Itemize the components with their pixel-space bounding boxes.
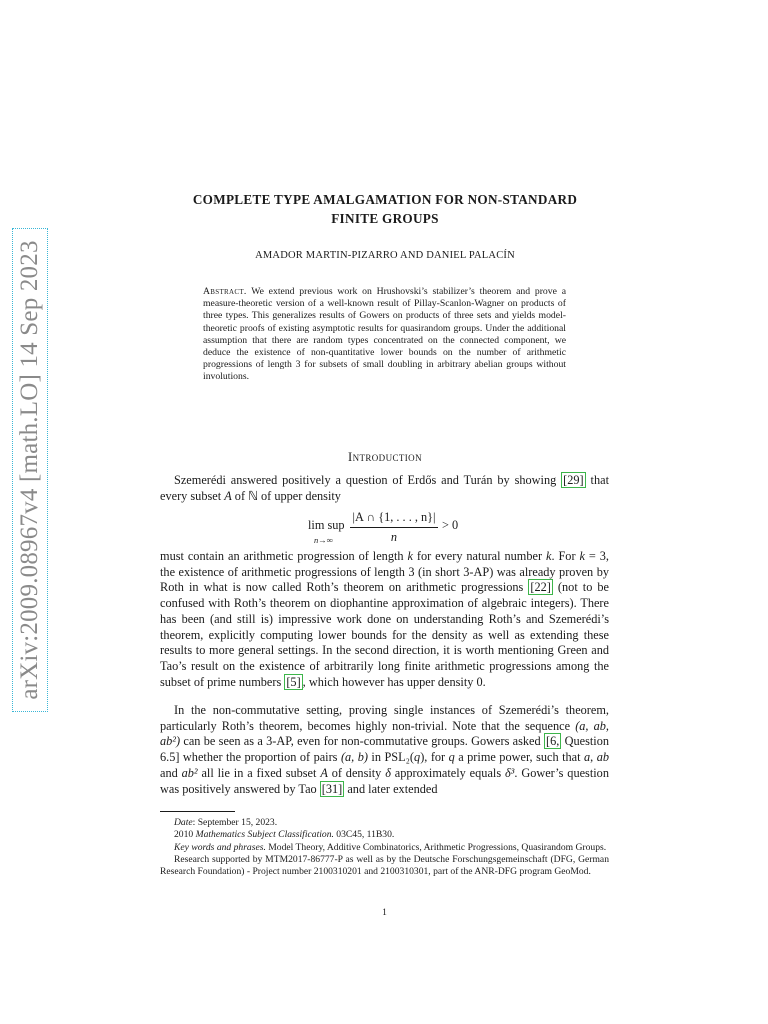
paragraph-2 xyxy=(160,549,609,690)
footnote-support: Research supported by MTM2017-86777-P as well as by the Deutsche Forschungsgemeinschaft (DFG, German Research Foundation) - Project number 2100310201 and 2100310301, part of the ANR-DFG program GeoMod. xyxy=(160,853,609,878)
text-run: and later extended xyxy=(344,781,438,796)
text-run: Mathematics Subject Classification. xyxy=(195,829,334,841)
authors: AMADOR MARTIN-PIZARRO AND DANIEL PALACÍN xyxy=(255,250,515,261)
text-run: (not to be confused with Roth’s theorem on diophantine approximation of algebraic integers). There has been (and still is) impressive work done on understanding Roth’s and Szemerédi’s theorem, explicitly computing lower bounds for the density as well as extending these results to more general settings. In the second direction, it is worth mentioning Green and Tao’s result on the existence of arbitrarily long finite arithmetic progressions among the subset of prime numbers xyxy=(160,580,610,689)
math-symbol: A xyxy=(224,488,232,503)
paper-title xyxy=(160,190,610,228)
math-symbol: δ xyxy=(385,765,391,780)
math-symbol: k xyxy=(407,549,413,563)
math-symbol: δ³ xyxy=(504,765,515,780)
abstract-label: Abstract. xyxy=(203,286,247,297)
math-symbol: a xyxy=(584,750,591,765)
paragraph-1 xyxy=(160,473,609,504)
text-run: Szemerédi answered positively a question of Erdős and Turán by showing xyxy=(174,473,562,487)
text-run: Date xyxy=(174,817,193,828)
math-symbol: ab² xyxy=(181,765,198,780)
math-symbol: q xyxy=(448,750,455,765)
footnote-divider xyxy=(160,811,235,812)
text-run: in PSL₂( xyxy=(367,750,415,765)
math-symbol: k xyxy=(579,549,585,563)
abstract-text: We extend previous work on Hrushovski’s stabilizer’s theorem and prove a measure-theoretic version of a well-known result of Pillay-Scanlon-Wagner on products of three types. This generalizes results of Gowers on products of three sets and yields model-theoretic proofs of existing asymptotic results for quasirandom groups. Under the additional assumption that there are random types concentrated on the connected component, we deduce the existence of non-quantitative lower bounds on the number of arithmetic progressions of length 3 for subsets of small doubling in arbitrary abelian groups without involutions. xyxy=(203,286,566,383)
text-run: approximately equals xyxy=(390,765,505,780)
text-run: must contain an arithmetic progression of length xyxy=(160,549,408,563)
text-run: , which however has upper density 0. xyxy=(302,674,486,689)
math-symbol: (a, b) xyxy=(340,750,368,765)
text-run: 2010 xyxy=(174,829,196,841)
citation-29[interactable]: [29] xyxy=(563,473,584,487)
text-run: and xyxy=(160,765,182,780)
math-symbol: A xyxy=(320,765,328,780)
text-run: Question 6.5] xyxy=(160,734,609,765)
footnote-keywords xyxy=(160,842,609,854)
math-symbol: (a, ab, ab²) xyxy=(160,718,609,749)
text-run: Key words and phrases. xyxy=(174,841,266,853)
text-run: that every subset xyxy=(160,473,609,503)
abstract xyxy=(203,286,566,384)
citation-5[interactable]: [5] xyxy=(286,674,301,689)
limsup-subscript: n→∞ xyxy=(314,535,333,545)
text-run: 03C45, 11B30. xyxy=(333,829,395,841)
footnote-date xyxy=(160,817,609,829)
title-line-2: FINITE GROUPS xyxy=(331,211,439,226)
math-symbol: q xyxy=(414,750,421,765)
text-run: a prime power, such that xyxy=(454,750,584,765)
limsup-operator: lim sup xyxy=(308,518,345,532)
fraction-denominator: n xyxy=(390,530,398,544)
text-run: of ℕ of upper density xyxy=(231,488,341,503)
text-run: . For xyxy=(551,549,580,563)
arxiv-identifier[interactable]: arXiv:2009.08967v4 [math.LO] 14 Sep 2023 xyxy=(16,240,43,700)
inequality-rhs: > 0 xyxy=(442,518,459,532)
title-line-1: COMPLETE TYPE AMALGAMATION FOR NON-STANDARD xyxy=(192,192,578,207)
text-run: all lie in a fixed subset xyxy=(197,765,321,780)
text-run: ), for xyxy=(420,750,449,765)
fraction-numerator: |A ∩ {1, . . . , n}| xyxy=(352,510,436,524)
text-run: , xyxy=(590,750,597,765)
display-equation xyxy=(300,510,480,546)
text-run: whether the proportion of pairs xyxy=(179,750,341,765)
footnote-msc xyxy=(160,829,609,841)
text-run: of density xyxy=(327,765,386,780)
footnotes xyxy=(160,817,609,878)
page-number: 1 xyxy=(382,908,387,918)
text-run: . Gower’s question was positively answered by Tao xyxy=(160,765,609,796)
text-run: Model Theory, Additive Combinatorics, Arithmetic Progressions, Quasirandom Groups. xyxy=(265,841,607,853)
paragraph-3 xyxy=(160,703,609,797)
citation-31[interactable]: [31] xyxy=(321,781,343,796)
text-run: In the non-commutative setting, proving single instances of Szemerédi’s theorem, particularly Roth’s theorem, becomes highly non-trivial. Note that the sequence xyxy=(160,703,609,733)
math-symbol: ab xyxy=(596,750,609,765)
math-symbol: k xyxy=(545,549,552,563)
citation-22[interactable]: [22] xyxy=(530,580,551,595)
text-run: for every natural number xyxy=(412,549,546,563)
citation-6[interactable]: [6, xyxy=(545,734,560,749)
text-run: can be seen as a 3-AP, even for non-commutative groups. Gowers asked xyxy=(180,734,544,749)
text-run: : September 15, 2023. xyxy=(192,817,278,828)
section-heading-introduction: Introduction xyxy=(348,450,422,464)
fraction-bar xyxy=(350,527,438,528)
text-run: = 3, the existence of arithmetic progressions of length 3 (in short 3-AP) was already proven by Roth in what is now called Roth’s theorem on arithmetic progressions xyxy=(160,549,609,595)
